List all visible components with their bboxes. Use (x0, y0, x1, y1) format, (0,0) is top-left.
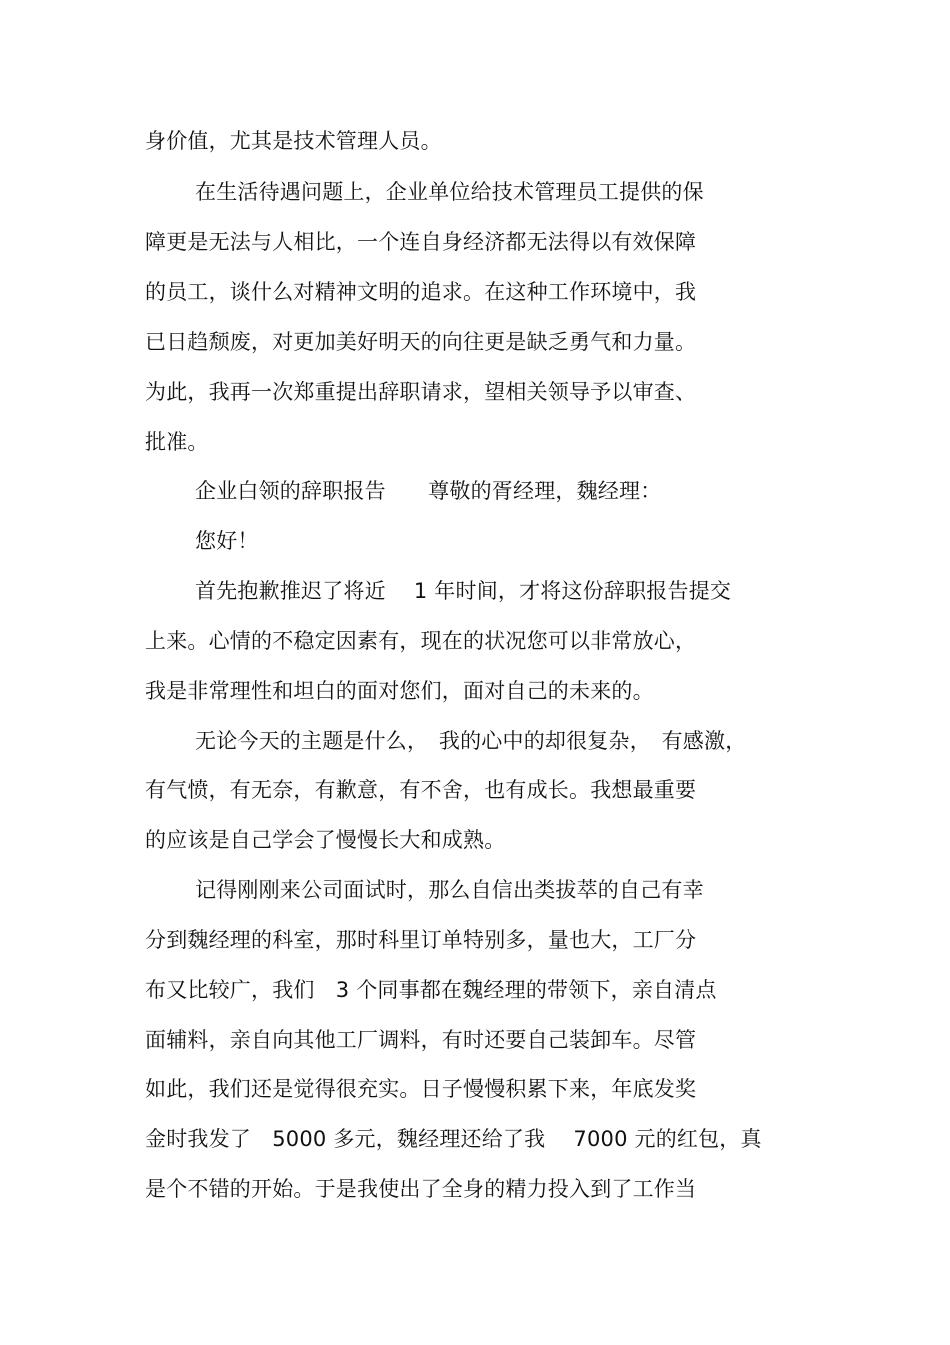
text-line: 我是非常理性和坦白的面对您们，面对自己的未来的。 (145, 679, 654, 703)
text-line: 上来。心情的不稳定因素有，现在的状况您可以非常放心， (145, 629, 697, 653)
text-line: 的应该是自己学会了慢慢长大和成熟。 (145, 828, 506, 852)
text-line: 在生活待遇问题上，企业单位给技术管理员工提供的保 (195, 180, 704, 204)
text-line: 金时我发了 5000 多元，魏经理还给了我 7000 元的红包，真 (145, 1127, 762, 1151)
text-line: 批准。 (145, 430, 209, 454)
text-line: 有气愤，有无奈，有歉意，有不舍，也有成长。我想最重要 (145, 778, 697, 802)
text-line: 已日趋颓废，对更加美好明天的向往更是缺乏勇气和力量。 (145, 330, 697, 354)
text-line: 记得刚刚来公司面试时，那么自信出类拔萃的自己有幸 (195, 878, 704, 902)
text-line: 身价值，尤其是技术管理人员。 (145, 129, 442, 153)
text-line: 分到魏经理的科室，那时科里订单特别多，量也大，工厂分 (145, 928, 697, 952)
text-line: 是个不错的开始。于是我使出了全身的精力投入到了工作当 (145, 1177, 697, 1201)
text-line: 企业白领的辞职报告 尊敬的胥经理，魏经理： (195, 479, 662, 503)
text-line: 首先抱歉推迟了将近 1 年时间，才将这份辞职报告提交 (195, 579, 732, 603)
text-line: 如此，我们还是觉得很充实。日子慢慢积累下来，年底发奖 (145, 1077, 697, 1101)
text-line: 的员工，谈什么对精神文明的追求。在这种工作环境中，我 (145, 280, 697, 304)
text-line: 布又比较广，我们 3 个同事都在魏经理的带领下，亲自清点 (145, 978, 717, 1002)
text-line: 面辅料，亲自向其他工厂调料，有时还要自己装卸车。尽管 (145, 1028, 697, 1052)
text-line: 障更是无法与人相比，一个连自身经济都无法得以有效保障 (145, 230, 697, 254)
text-line: 您好！ (195, 529, 259, 553)
text-line: 为此，我再一次郑重提出辞职请求，望相关领导予以审查、 (145, 380, 697, 404)
text-line: 无论今天的主题是什么， 我的心中的却很复杂， 有感激， (195, 729, 747, 753)
